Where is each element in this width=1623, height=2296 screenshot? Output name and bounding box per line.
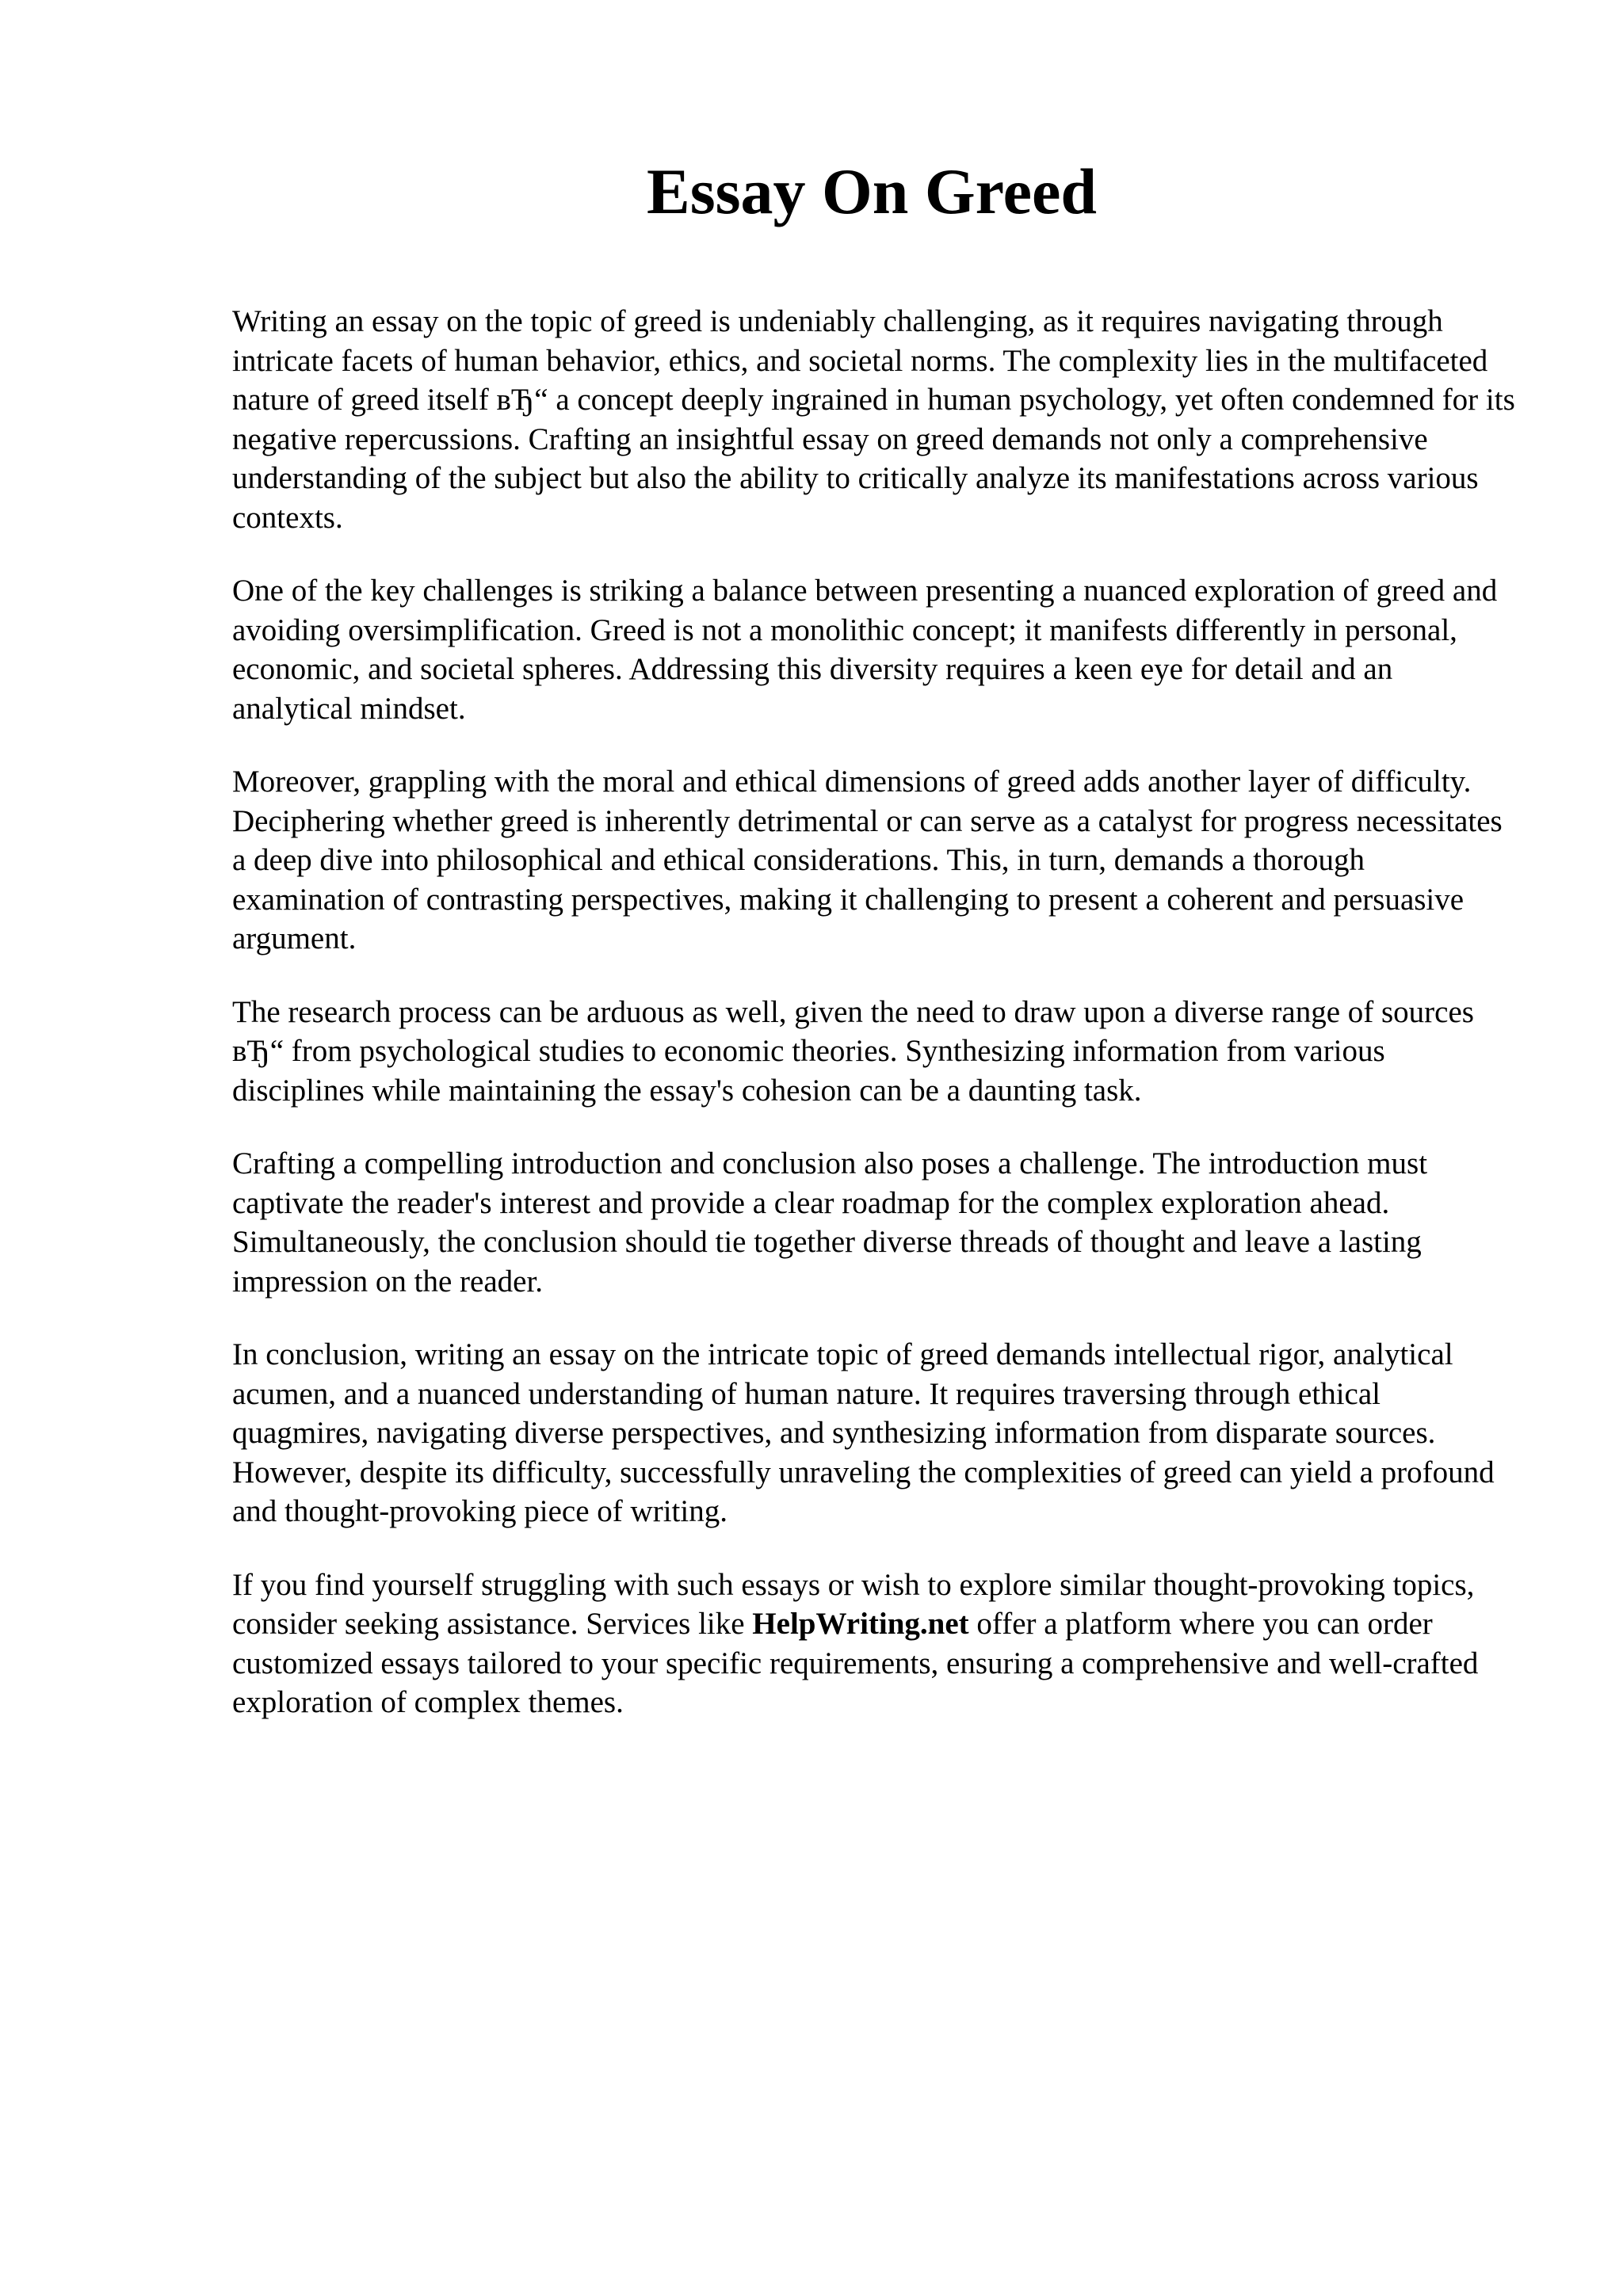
helpwriting-brand: HelpWriting.net — [752, 1607, 969, 1641]
paragraph-1: Writing an essay on the topic of greed is undeniably challenging, as it requires navigating through intricate facets of human behavior, ethics, and societal norms. The complexity lies in the multifaceted nature of greed itself вЂ“ a concept deeply ingrained in human psychology, yet often condemned for its negative repercussions. Crafting an insightful essay on greed demands not only a comprehensive understanding of the subject but also the ability to critically analyze its manifestations across various contexts. — [232, 304, 1515, 535]
closing-text-after: offer a platform where you can order customized essays tailored to your specific requirements, ensuring a comprehensive and well-crafted exploration of complex themes. — [232, 1607, 1479, 1719]
page-title: Essay On Greed — [647, 155, 1097, 227]
paragraph-2: One of the key challenges is striking a balance between presenting a nuanced exploration of greed and avoiding oversimplification. Greed is not a monolithic concept; it manifests differently in personal, economic, and societal spheres. Addressing this diversity requires a keen eye for detail and an analytical mindset. — [232, 574, 1498, 726]
paragraph-5: Crafting a compelling introduction and conclusion also poses a challenge. The introduction must captivate the reader's interest and provide a clear roadmap for the complex exploration ahead. Simultaneously, the conclusion should tie together diverse threads of thought and leave a lasting impression on the reader. — [232, 1146, 1428, 1299]
paragraph-3: Moreover, grappling with the moral and ethical dimensions of greed adds another layer of difficulty. Deciphering whether greed is inherently detrimental or can serve as a catalyst for progress necessitates a deep dive into philosophical and ethical considerations. This, in turn, demands a thorough examination of contrasting perspectives, making it challenging to present a coherent and persuasive argument. — [232, 765, 1503, 955]
essay-body — [232, 302, 1520, 1756]
closing-text-before: If you find yourself struggling with such essays or wish to explore similar thought-provoking topics, consider seeking assistance. Services like — [232, 1567, 1475, 1641]
paragraph-4: The research process can be arduous as well, given the need to draw upon a diverse range of sources вЂ“ from psychological studies to economic theories. Synthesizing information from various disciplines while maintaining the essay's cohesion can be a daunting task. — [232, 994, 1474, 1108]
closing-paragraph — [232, 1566, 1520, 1722]
paragraph-6: In conclusion, writing an essay on the intricate topic of greed demands intellectual rigor, analytical acumen, and a nuanced understanding of human nature. It requires traversing through ethical quagmires, navigating diverse perspectives, and synthesizing information from disparate sources. However, despite its difficulty, successfully unraveling the complexities of greed can yield a profound and thought-provoking piece of writing. — [232, 1337, 1495, 1528]
